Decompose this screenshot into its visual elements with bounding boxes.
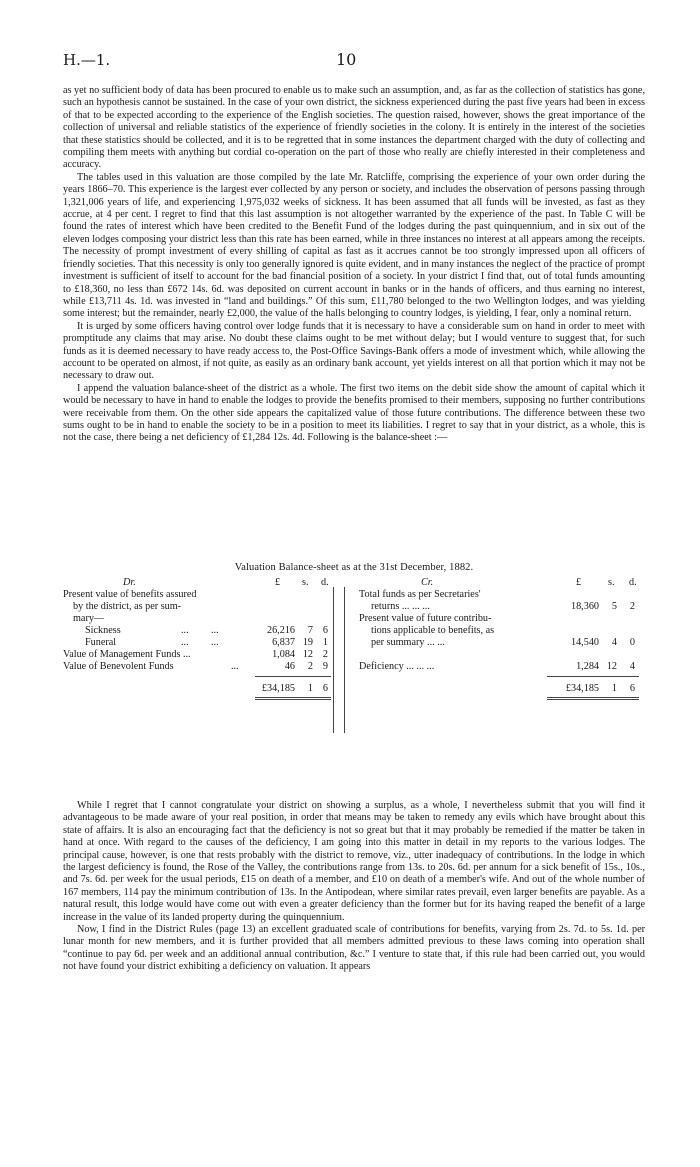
dr-dots: ... <box>211 625 219 636</box>
dr-management-shillings: 12 <box>302 649 313 660</box>
dr-dots: ... <box>211 637 219 648</box>
dr-benefits-line2: by the district, as per sum- <box>73 601 182 612</box>
dr-dots: ... <box>181 625 189 636</box>
cr-contrib-line2: tions applicable to benefits, as <box>371 625 495 636</box>
body-text-bottom <box>63 800 645 974</box>
dr-total-double-rule <box>255 697 331 698</box>
dr-funeral-pounds: 6,837 <box>272 637 295 648</box>
cr-total-pence: 6 <box>629 683 635 694</box>
dr-management-label: Value of Management Funds ... <box>63 649 191 660</box>
cr-funds-line1: Total funds as per Secretaries' <box>359 589 481 600</box>
cr-total-pounds: £34,185 <box>565 683 599 694</box>
paragraph: as yet no sufficient body of data has been procured to enable us to make such an assumption, and, as far as the collection of statistics has gone, such an hypothesis cannot be sustained. In the case of your own district, the sickness experienced during the past five years had been in excess of that to be expected according to the experience of the English societies. The question raised, however, shows the great importance of the collection of universal and reliable statistics of the experience of friendly societies in the colony. It is entirely in the interest of the societies that these statistics should be collected, and it is to be regretted that in some instances the department charged with the duty of collecting and compiling them meets with anything but cordial co-operation on the part of those who really are chiefly interested in their completeness and accuracy. <box>63 85 645 171</box>
cr-label: Cr. <box>421 577 434 588</box>
cr-pounds-header: £ <box>576 577 582 588</box>
dr-pence-header: d. <box>321 577 329 588</box>
cr-total-shillings: 1 <box>611 683 617 694</box>
dr-funeral-label: Funeral <box>85 637 117 648</box>
page-number: 10 <box>336 50 357 69</box>
cr-total-rule <box>547 676 639 677</box>
paragraph: I append the valuation balance-sheet of the district as a whole. The first two items on the debit side show the amount of capital which it would be necessary to have in hand to enable the lodges to provide the benefits promised to their members, supposing no further contributions were receivable from them. On the other side appears the capitalized value of those future contributions. The difference between these two sums ought to be in hand to enable the society to be in a position to meet its liabilities. I regret to say that in your district, as a whole, this is not the case, there being a net deficiency of £1,284 12s. 4d. Following is the balance-sheet :— <box>63 382 645 444</box>
cr-contrib-line1: Present value of future contribu- <box>359 613 492 624</box>
dr-total-rule <box>255 676 331 677</box>
cr-funds-line2: returns ... ... ... <box>371 601 430 612</box>
cr-contrib-line3: per summary ... ... <box>371 637 445 648</box>
cr-funds-shillings: 5 <box>611 601 617 612</box>
dr-benevolent-shillings: 2 <box>307 661 313 672</box>
dr-funeral-shillings: 19 <box>302 637 313 648</box>
dr-benefits-line1: Present value of benefits assured <box>63 589 197 600</box>
balance-sheet-title: Valuation Balance-sheet as at the 31st December, 1882. <box>234 562 474 573</box>
paragraph: The tables used in this valuation are those compiled by the late Mr. Ratcliffe, comprising the experience of your own order during the years 1866–70. This experience is the largest ever collected by any person or society, and includes the observation of persons passing through 1,321,006 years of life, and experiencing 1,975,032 weeks of sickness. It has been assumed that all funds will be invested, as fast as they accrue, at 4 per cent. I regret to find that this last assumption is not altogether warranted by the experience of the past. In Table C will be found the rates of interest which have been credited to the Benefit Fund of the lodges during the past quinquennium, and in six out of the eleven lodges composing your district less than this rate has been earned, while in three instances no interest at all appears among the receipts. The necessity of prompt investment of every shilling of capital as fast as it accrues cannot be too strongly impressed upon all officers of friendly societies. That this necessity is only too generally ignored is quite evident, and in many instances the neglect of the practice of prompt investment is sufficient of itself to account for the bad financial position of a society. In your district I find that, out of total funds amounting to £18,360, no less than £672 14s. 6d. was deposited on current account in banks or in the hands of officers, and thus earning no interest, while £13,711 4s. 1d. was invested in “land and buildings.” Of this sum, £11,780 belonged to the two Wellington lodges, and was yielding some interest; but the remainder, nearly £2,000, the value of the halls belonging to country lodges, is yielding, I fear, only a nominal return. <box>63 171 645 320</box>
cr-total-double-rule <box>547 697 639 698</box>
cr-pence-header: d. <box>629 577 637 588</box>
dr-total-shillings: 1 <box>307 683 313 694</box>
dr-shillings-header: s. <box>302 577 309 588</box>
balance-sheet <box>63 577 645 787</box>
cr-contrib-pence: 0 <box>629 637 635 648</box>
dr-total-pounds: £34,185 <box>261 683 295 694</box>
column-rule <box>333 587 334 733</box>
cr-deficiency-label: Deficiency ... ... ... <box>359 661 435 672</box>
paragraph: While I regret that I cannot congratulate your district on showing a surplus, as a whole, I nevertheless submit that you will find it advantageous to be made aware of your real position, in order that means may be taken to remedy any evils which have brought about this state of affairs. It is also an encouraging fact that the deficiency is not so great but that it may probably be remedied if the matter be taken in hand at once. With regard to the causes of the deficiency, I am going into this matter in detail in my reports to the various lodges. The principal cause, however, is one that rests probably with the district to remove, viz., utter inadequacy of contributions. In the lodge in which the largest deficiency is found, the Rose of the Valley, the contributions range from 13s. to 20s. 6d. per annum for a sick benefit of 15s., 10s., and 7s. 6d. per week for the usual periods, £15 on death of a member, and £10 on death of a member's wife. And out of the whole number of 167 members, 114 pay the minimum contribution of 13s. In the Antipodean, where similar rates prevail, even larger benefits are payable. As a natural result, this lodge would have come out with even a greater deficiency than the former but for its having reaped the benefit of a large increase in the value of its landed property during the quinquennium. <box>63 800 645 923</box>
dr-management-pounds: 1,084 <box>272 649 295 660</box>
dr-pounds-header: £ <box>275 577 281 588</box>
dr-benefits-line3: mary— <box>73 613 105 624</box>
dr-label: Dr. <box>123 577 136 588</box>
cr-deficiency-shillings: 12 <box>606 661 617 672</box>
dr-sickness-label: Sickness <box>85 625 121 636</box>
cr-total-double-rule <box>547 699 639 700</box>
dr-sickness-pounds: 26,216 <box>266 625 295 636</box>
dr-sickness-shillings: 7 <box>307 625 313 636</box>
cr-contrib-pounds: 14,540 <box>570 637 599 648</box>
dr-total-pence: 6 <box>322 683 328 694</box>
document-reference: H.—1. <box>63 51 111 69</box>
cr-contrib-shillings: 4 <box>611 637 617 648</box>
dr-dots: ... <box>231 661 239 672</box>
paragraph: It is urged by some officers having control over lodge funds that it is necessary to have a considerable sum on hand in order to meet with promptitude any claims that may arise. No doubt these claims ought to be met without delay; but I would venture to suggest that, for such funds as it is deemed necessary to have ready access to, the Post-Office Savings-Bank offers a mode of investment which, while allowing the account to be operated on almost, if not quite, as easily as an ordinary bank account, yet yields interest on all that portion which it may not be necessary to draw out. <box>63 320 645 382</box>
column-rule <box>344 587 345 733</box>
cr-deficiency-pounds: 1,284 <box>576 661 599 672</box>
dr-total-double-rule <box>255 699 331 700</box>
cr-funds-pounds: 18,360 <box>570 601 599 612</box>
cr-deficiency-pence: 4 <box>629 661 635 672</box>
cr-funds-pence: 2 <box>629 601 635 612</box>
dr-funeral-pence: 1 <box>322 637 328 648</box>
dr-management-pence: 2 <box>322 649 328 660</box>
cr-shillings-header: s. <box>608 577 615 588</box>
dr-benevolent-pence: 9 <box>322 661 328 672</box>
paragraph: Now, I find in the District Rules (page 13) an excellent graduated scale of contributions for benefits, varying from 2s. 7d. to 5s. 1d. per lunar month for new members, and it is further provided that all members admitted previous to these laws coming into operation shall “continue to pay 6d. per week and an additional annual contribution, &c.” I venture to state that, if this rule had been carried out, you would not have found your district exhibiting a deficiency on valuation. It appears <box>63 924 645 973</box>
dr-benevolent-pounds: 46 <box>284 661 295 672</box>
dr-benevolent-label: Value of Benevolent Funds <box>63 661 174 672</box>
dr-sickness-pence: 6 <box>322 625 328 636</box>
body-text-top <box>63 85 645 445</box>
dr-dots: ... <box>181 637 189 648</box>
